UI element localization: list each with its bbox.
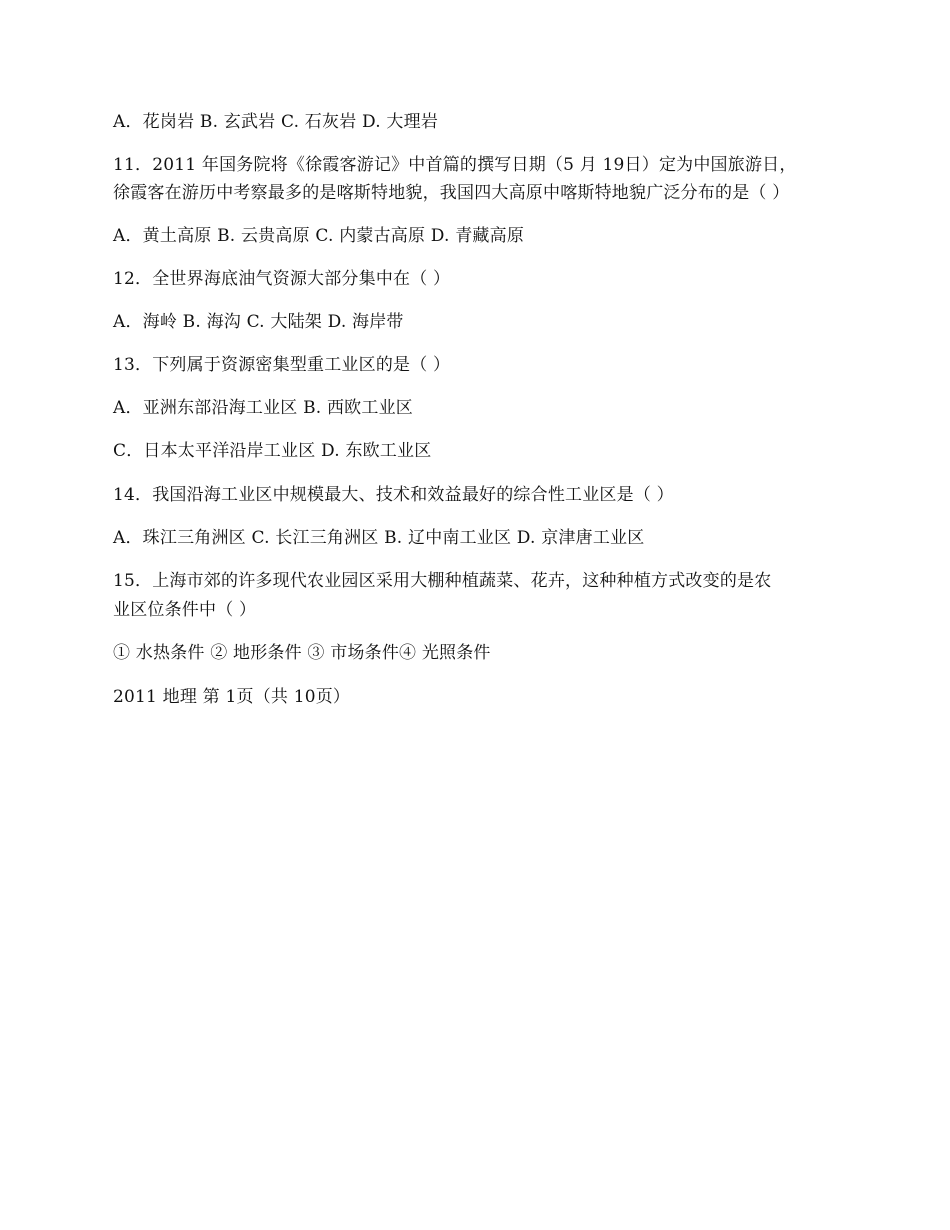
q12-options: A．海岭 B. 海沟 C. 大陆架 D. 海岸带 bbox=[113, 312, 404, 332]
q13-options-line2: C．日本太平洋沿岸工业区 D. 东欧工业区 bbox=[113, 441, 432, 461]
q15-conditions: ① 水热条件 ② 地形条件 ③ 市场条件④ 光照条件 bbox=[113, 643, 491, 663]
q14-stem: 14．我国沿海工业区中规模最大、技术和效益最好的综合性工业区是（ ） bbox=[113, 485, 674, 505]
q13-options-line1: A．亚洲东部沿海工业区 B. 西欧工业区 bbox=[113, 398, 413, 418]
q14-options: A．珠江三角洲区 C. 长江三角洲区 B. 辽中南工业区 D. 京津唐工业区 bbox=[113, 528, 645, 548]
q10-options: A．花岗岩 B. 玄武岩 C. 石灰岩 D. 大理岩 bbox=[113, 112, 439, 132]
q11-stem-line2: 徐霞客在游历中考察最多的是喀斯特地貌，我国四大高原中喀斯特地貌广泛分布的是（ ） bbox=[113, 183, 790, 203]
page-footer: 2011 地理 第 1页（共 10页） bbox=[113, 687, 351, 707]
q13-stem: 13．下列属于资源密集型重工业区的是（ ） bbox=[113, 355, 451, 375]
q15-stem-line2: 业区位条件中（ ） bbox=[113, 600, 257, 620]
q11-stem-line1: 11．2011 年国务院将《徐霞客游记》中首篇的撰写日期（5 月 19日）定为中国旅游日， bbox=[113, 155, 797, 175]
q15-stem-line1: 15．上海市郊的许多现代农业园区采用大棚种植蔬菜、花卉，这种种植方式改变的是农 bbox=[113, 571, 772, 591]
q12-stem: 12．全世界海底油气资源大部分集中在（ ） bbox=[113, 269, 451, 289]
q11-options: A．黄土高原 B. 云贵高原 C. 内蒙古高原 D. 青藏高原 bbox=[113, 226, 525, 246]
